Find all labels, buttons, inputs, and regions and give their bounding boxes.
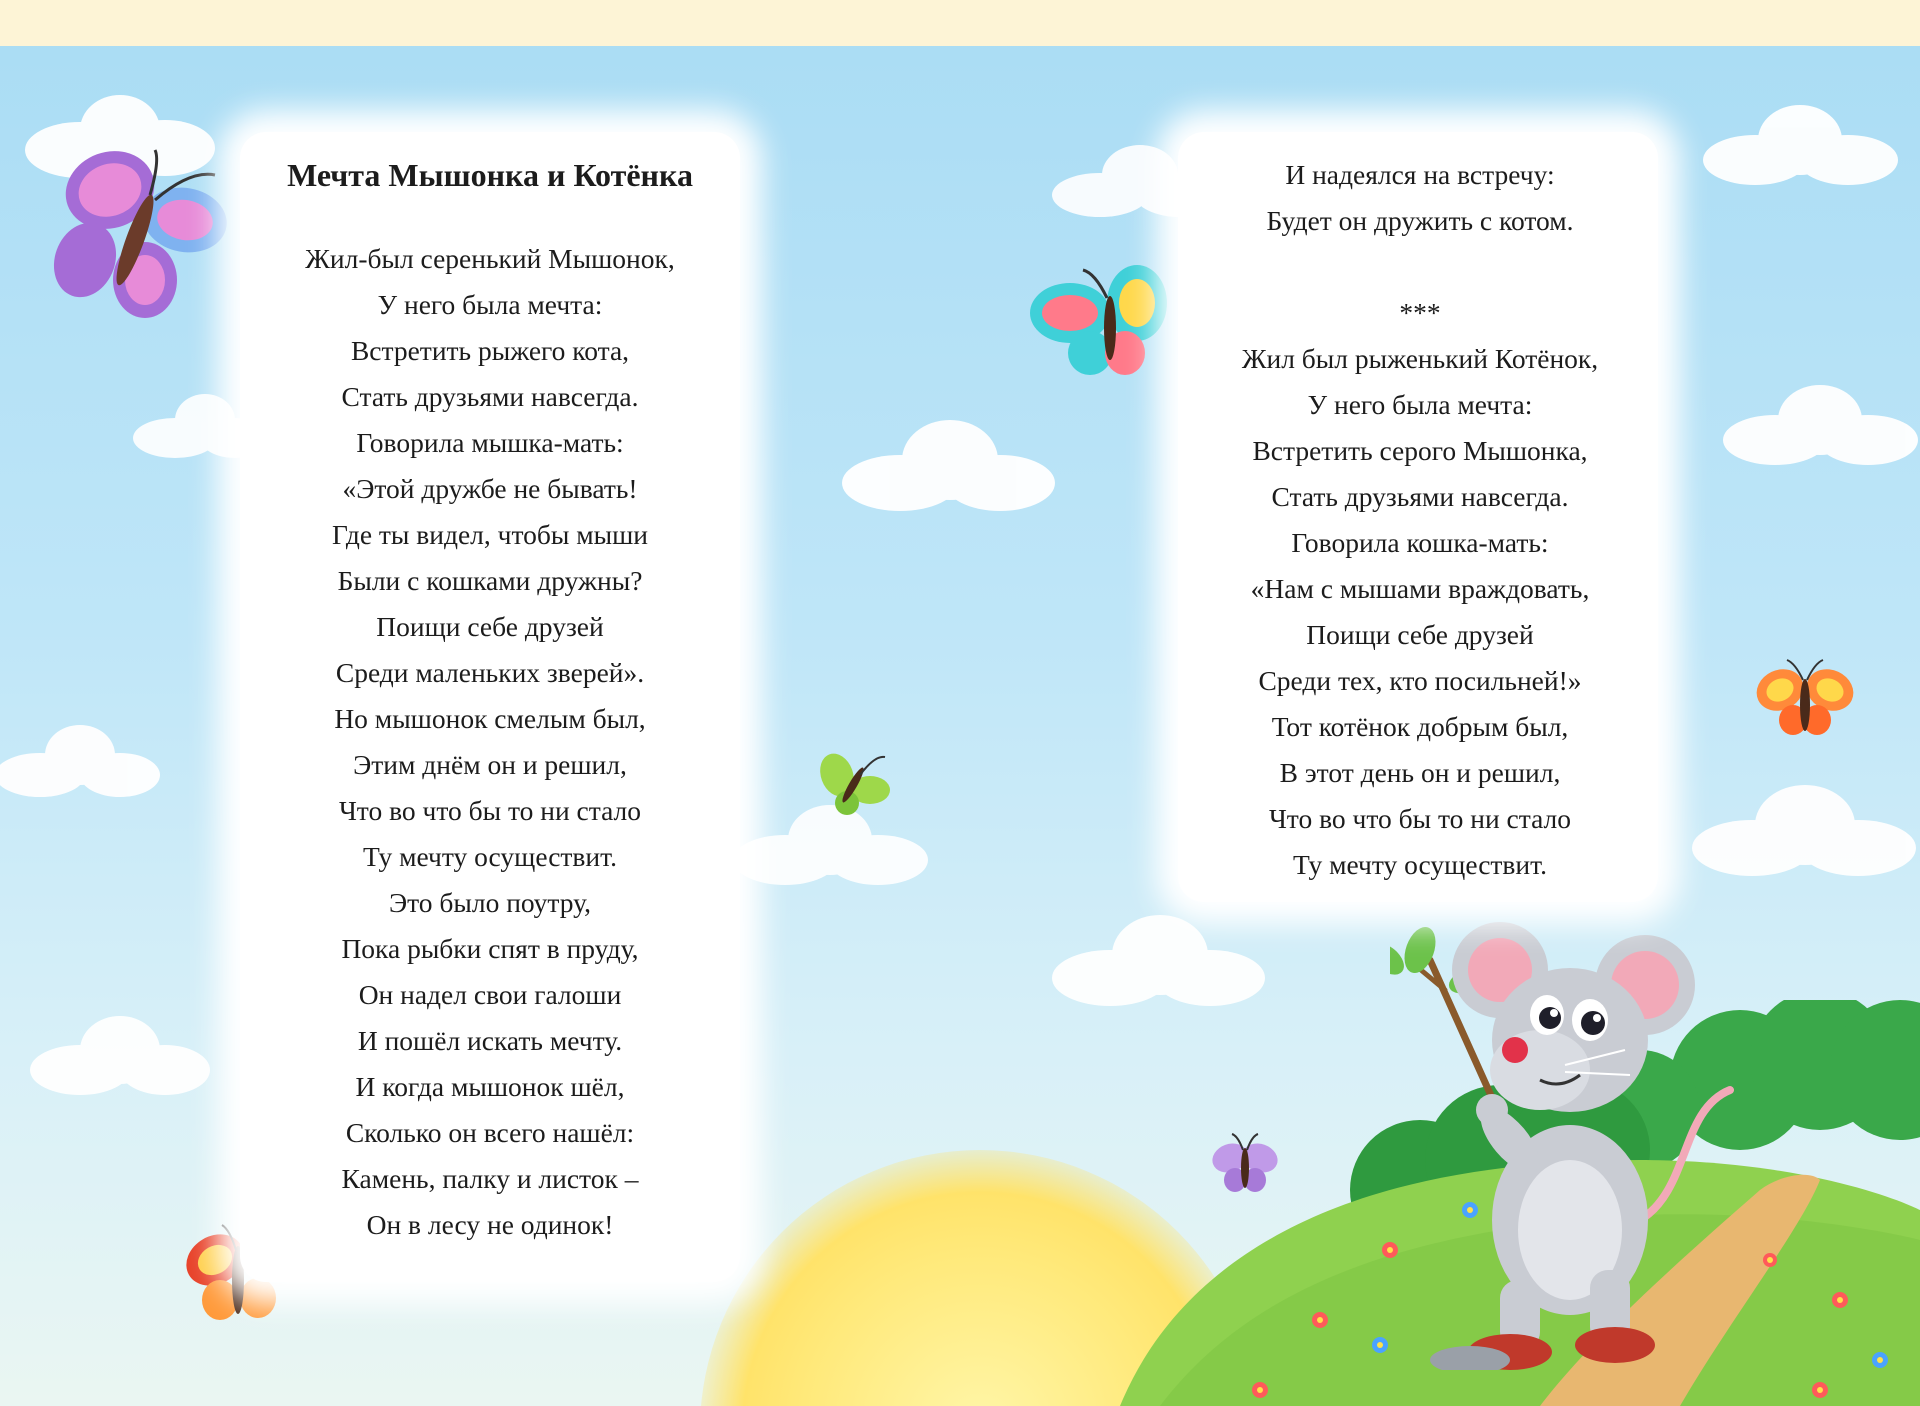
poem-line: Он в лесу не одинок! <box>366 1209 614 1240</box>
cloud <box>1050 910 1270 1010</box>
poem-line: Жил был рыженький Котёнок, <box>1241 343 1599 374</box>
poem-line: Стать друзьями навсегда. <box>341 381 639 412</box>
lilac-butterfly-icon <box>1210 1130 1280 1205</box>
poem-line: «Этой дружбе не бывать! <box>342 473 638 504</box>
poem-line: Будет он дружить с котом. <box>1266 205 1574 236</box>
poem-line: Этим днём он и решил, <box>353 749 627 780</box>
purple-butterfly-icon <box>40 130 240 335</box>
poem-line: Стать друзьями навсегда. <box>1271 481 1569 512</box>
cloud <box>1700 100 1900 190</box>
poem-line: «Нам с мышами враждовать, <box>1250 573 1590 604</box>
top-band <box>0 0 1920 46</box>
poem-line: Это было поутру, <box>388 887 592 918</box>
poem-line: Что во что бы то ни стало <box>338 795 642 826</box>
poem-line: Говорила мышка-мать: <box>356 427 624 458</box>
poem-line: Что во что бы то ни стало <box>1268 803 1572 834</box>
left-poem <box>215 152 765 1248</box>
poem-line: Поищи себе друзей <box>1306 619 1534 650</box>
poem-line: Среди маленьких зверей». <box>335 657 645 688</box>
poem-line: Поищи себе друзей <box>376 611 604 642</box>
cloud <box>0 720 160 800</box>
poem-line: У него была мечта: <box>1307 389 1533 420</box>
poem-line: У него была мечта: <box>377 289 603 320</box>
poem-line: Встретить рыжего кота, <box>350 335 630 366</box>
poem-line: Встретить серого Мышонка, <box>1252 435 1588 466</box>
poem-line: В этот день он и решил, <box>1279 757 1561 788</box>
poem-line: Ту мечту осуществит. <box>1293 849 1547 880</box>
poem-line: Но мышонок смелым был, <box>334 703 646 734</box>
poem-line: И пошёл искать мечту. <box>357 1025 623 1056</box>
poem-line: Ту мечту осуществит. <box>363 841 617 872</box>
poem-line: Он надел свои галоши <box>358 979 622 1010</box>
orange-butterfly-icon <box>1755 655 1855 745</box>
poem-line: И надеялся на встречу: <box>1285 159 1555 190</box>
poem-line: Среди тех, кто посильней!» <box>1258 665 1582 696</box>
poem-line: Жил-был серенький Мышонок, <box>305 243 675 274</box>
cloud <box>30 1010 210 1100</box>
green-butterfly-icon <box>815 745 895 825</box>
right-poem <box>1140 152 1700 888</box>
poem-line: Тот котёнок добрым был, <box>1271 711 1569 742</box>
cloud <box>840 415 1060 515</box>
poem-line: Камень, палку и листок – <box>341 1163 639 1194</box>
poem-line: И когда мышонок шёл, <box>355 1071 625 1102</box>
cloud <box>1690 780 1920 880</box>
mouse-character-icon <box>1390 890 1750 1375</box>
poem-line: Сколько он всего нашёл: <box>345 1117 635 1148</box>
poem-line: Пока рыбки спят в пруду, <box>341 933 639 964</box>
poem-line: Говорила кошка-мать: <box>1291 527 1549 558</box>
stanza-gap <box>1140 244 1700 290</box>
cloud <box>1720 380 1920 470</box>
poem-title: Мечта Мышонка и Котёнка <box>287 157 693 193</box>
poem-line: Где ты видел, чтобы мыши <box>332 519 648 550</box>
stanza-separator: *** <box>1399 297 1441 328</box>
poem-line: Были с кошками дружны? <box>337 565 643 596</box>
